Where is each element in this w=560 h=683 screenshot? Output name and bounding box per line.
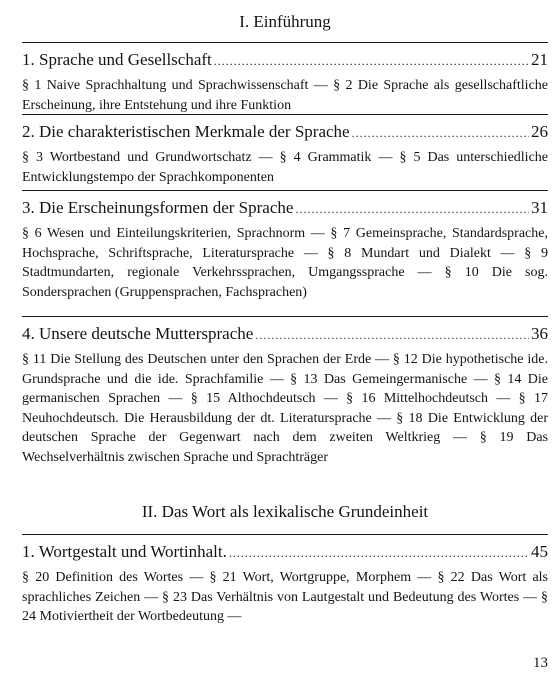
- chapter-title: 3. Die Erscheinungsformen der Sprache: [22, 198, 294, 217]
- chapter-rule: [22, 534, 548, 535]
- chapter-entry: [22, 316, 548, 467]
- chapter-sections: § 3 Wortbestand und Grundwortschatz — § 4 Grammatik — § 5 Das unterschiedliche Entwicklungstempo der Sprachkomponenten: [22, 150, 548, 185]
- chapter-entry: [22, 534, 548, 627]
- chapter-rule: [22, 316, 548, 317]
- chapter-rule: [22, 42, 548, 43]
- part-heading: I. Einführung: [239, 12, 331, 31]
- dot-leader: [295, 198, 529, 220]
- part-heading: II. Das Wort als lexikalische Grundeinheit: [141, 502, 429, 521]
- chapter-sections: § 20 Definition des Wortes — § 21 Wort, Wortgruppe, Morphem — § 22 Das Wort als sprachliches Zeichen — § 23 Das Verhältnis von Lautgestalt und Bedeutung des Wortes — § 24 Motiviertheit der Wortbedeutung —: [22, 570, 548, 624]
- toc-page: [22, 0, 548, 683]
- dot-leader: [229, 542, 529, 564]
- chapter-page-number: 36: [531, 324, 548, 343]
- dot-leader: [352, 122, 529, 144]
- chapter-line: [22, 49, 548, 72]
- chapter-entry: [22, 42, 548, 115]
- chapter-title: 2. Die charakteristischen Merkmale der Sprache: [22, 122, 350, 141]
- chapter-line: [22, 541, 548, 564]
- chapter-title: 4. Unsere deutsche Muttersprache: [22, 324, 254, 343]
- chapter-page-number: 31: [531, 198, 548, 217]
- chapter-line: [22, 121, 548, 144]
- chapter-page-number: 26: [531, 122, 548, 141]
- chapter-title: 1. Wortgestalt und Wortinhalt.: [22, 542, 227, 561]
- dot-leader: [255, 324, 529, 346]
- chapter-line: [22, 197, 548, 220]
- chapter-sections: § 11 Die Stellung des Deutschen unter den Sprachen der Erde — § 12 Die hypothetische ide. Grundsprache und die ide. Sprachfamilie — § 13 Das Gemeingermanische — § 14 Die germanischen Sprachen — § 15 Althochdeutsch — § 16 Mittelhochdeutsch — § 17 Neuhochdeutsch. Die Herausbildung der dt. Literatursprache — § 18 Die Entwicklung der deutschen Sprache der Gegenwart nach dem zweiten Weltkrieg — § 19 Das Wechselverhältnis zwischen Sprache und Sprachträger: [22, 352, 548, 465]
- chapter-sections: § 6 Wesen und Einteilungskriterien, Sprachnorm — § 7 Gemeinsprache, Standardsprache, Hochsprache, Schriftsprache, Literatursprache — § 8 Mundart und Dialekt — § 9 Stadtmundarten, regionale Verkehrssprachen, Umgangssprache — § 10 Die sog. Sondersprachen (Gruppensprachen, Fachsprachen): [22, 226, 548, 300]
- chapter-entry: [22, 190, 548, 302]
- chapter-page-number: 21: [531, 50, 548, 69]
- chapter-entry: [22, 114, 548, 187]
- chapter-rule: [22, 190, 548, 191]
- chapter-sections: § 1 Naive Sprachhaltung und Sprachwissenschaft — § 2 Die Sprache als gesellschaftliche Erscheinung, ihre Entstehung und ihre Funktion: [22, 78, 548, 113]
- chapter-title: 1. Sprache und Gesellschaft: [22, 50, 212, 69]
- page-number: 13: [533, 655, 548, 671]
- chapter-line: [22, 323, 548, 346]
- chapter-page-number: 45: [531, 542, 548, 561]
- chapter-rule: [22, 114, 548, 115]
- dot-leader: [214, 50, 529, 72]
